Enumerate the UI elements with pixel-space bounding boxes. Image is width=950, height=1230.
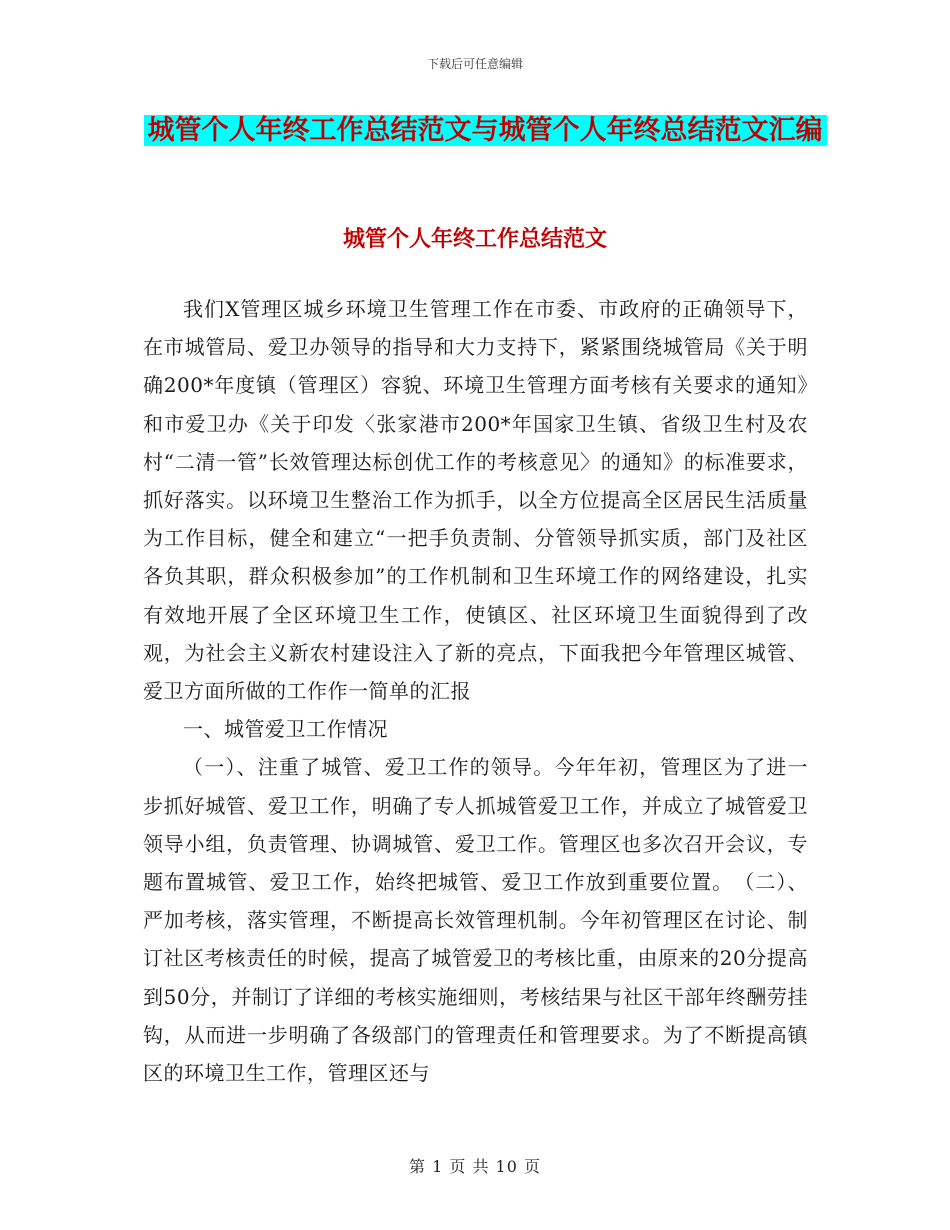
section-title: 城管个人年终工作总结范文: [342, 227, 607, 252]
document-title-text: 城管个人年终工作总结范文与城管个人年终总结范文汇编: [144, 115, 827, 146]
document-title: [140, 108, 830, 154]
paragraph-heading: 一、城管爱卫工作情况: [183, 717, 388, 742]
page-number: 第 1 页 共 10 页: [409, 1157, 541, 1176]
page-header-note: 下载后可任意编辑: [426, 57, 523, 71]
paragraph-detail: （一）、注重了城管、爱卫工作的领导。今年年初，管理区为了进一步抓好城管、爱卫工作，明确了专人抓城管爱卫工作，并成立了城管爱卫领导小组，负责管理、协调城管、爱卫工作。管理区也多次召开会议，专题布置城管、爱卫工作，始终把城管、爱卫工作放到重要位置。 （二）、严加考核，落实管理，不断提高长效管理机制。今年初管理区在讨论、制订社区考核责任的时候，提高了城管爱卫的考核比重，由原来的20分提高到50分，并制订了详细的考核实施细则，考核结果与社区干部年终酬劳挂钩，从而进一步明确了各级部门的管理责任和管理要求。为了不断提高镇区的环境卫生工作，管理区还与: [143, 755, 808, 1086]
document-body: [143, 290, 808, 1092]
paragraph-intro: 我们X管理区城乡环境卫生管理工作在市委、市政府的正确领导下，在市城管局、爱卫办领导的指导和大力支持下，紧紧围绕城管局《关于明确200*年度镇（管理区）容貌、环境卫生管理方面考核有关要求的通知》和市爱卫办《关于印发〈张家港市200*年国家卫生镇、省级卫生村及农村“二清一管”长效管理达标创优工作的考核意见〉的通知》的标准要求，抓好落实。以环境卫生整治工作为抓手，以全方位提高全区居民生活质量为工作目标，健全和建立“一把手负责制、分管领导抓实质，部门及社区各负其职，群众积极参加”的工作机制和卫生环境工作的网络建设，扎实有效地开展了全区环境卫生工作，使镇区、社区环境卫生面貌得到了改观，为社会主义新农村建设注入了新的亮点，下面我把今年管理区城管、爱卫方面所做的工作作一简单的汇报: [143, 297, 808, 704]
